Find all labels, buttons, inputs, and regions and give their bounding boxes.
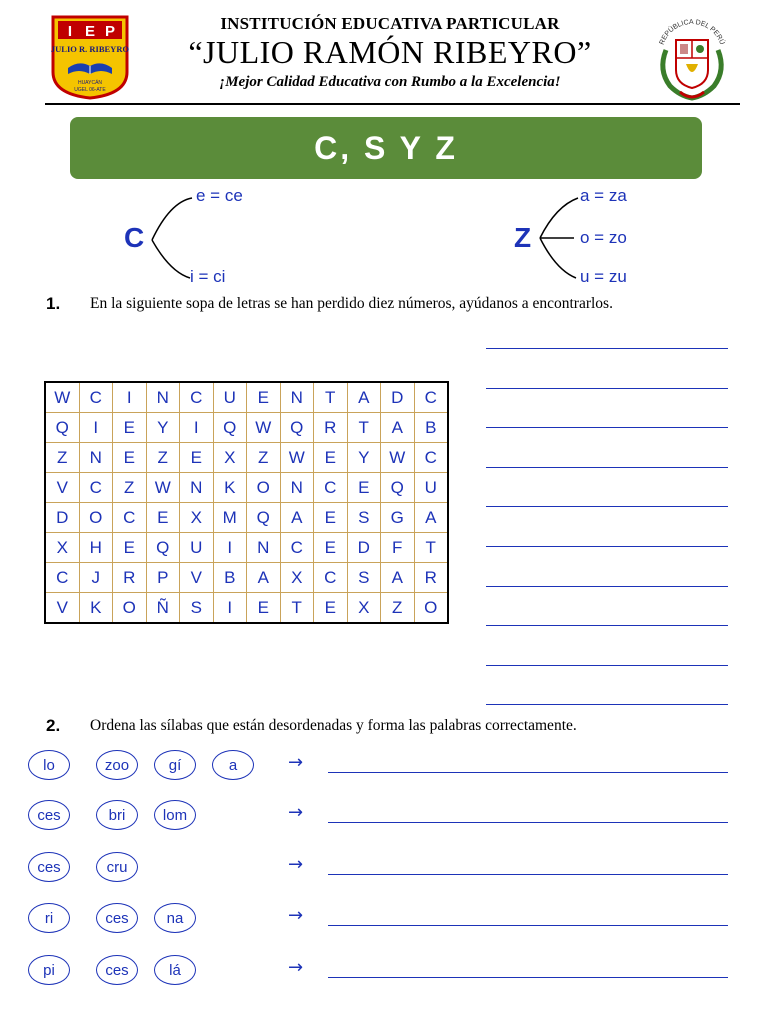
question-1-instruction: En la siguiente sopa de letras se han perdido diez números, ayúdanos a encontrarlos. <box>90 295 613 312</box>
syllable-bubble: lo <box>28 750 70 780</box>
syllable-bubble: bri <box>96 800 138 830</box>
answer-line[interactable] <box>486 427 728 428</box>
grid-row <box>45 563 448 593</box>
rule-ci: i = ci <box>190 267 226 286</box>
grid-cell: B <box>414 413 448 443</box>
grid-cell: C <box>45 563 79 593</box>
grid-cell: C <box>113 503 147 533</box>
svg-text:P: P <box>104 23 116 40</box>
grid-cell: X <box>213 443 247 473</box>
grid-cell: G <box>381 503 415 533</box>
grid-cell: W <box>45 382 79 413</box>
grid-cell: K <box>79 593 113 624</box>
grid-cell: D <box>45 503 79 533</box>
arrow-icon: → <box>288 957 304 978</box>
grid-cell: I <box>213 533 247 563</box>
svg-text:UGEL 06-ATE: UGEL 06-ATE <box>74 87 106 93</box>
grid-cell: E <box>247 593 281 624</box>
header-divider <box>45 103 740 105</box>
question-1-number: 1. <box>46 294 61 313</box>
syllable-bubble: ces <box>28 852 70 882</box>
answer-line[interactable] <box>486 704 728 705</box>
syllable-bubble: a <box>212 750 254 780</box>
grid-cell: D <box>381 382 415 413</box>
grid-cell: N <box>146 382 180 413</box>
grid-cell: C <box>79 382 113 413</box>
grid-cell: X <box>347 593 381 624</box>
answer-line[interactable] <box>486 388 728 389</box>
grid-cell: R <box>314 413 348 443</box>
grid-cell: V <box>180 563 214 593</box>
grid-cell: B <box>213 563 247 593</box>
grid-cell: Q <box>280 413 314 443</box>
grid-cell: Q <box>146 533 180 563</box>
grid-cell: E <box>314 593 348 624</box>
grid-cell: E <box>314 443 348 473</box>
grid-cell: R <box>414 563 448 593</box>
word-search-grid <box>44 381 449 624</box>
arrow-icon: → <box>288 752 304 773</box>
grid-cell: C <box>314 563 348 593</box>
title-banner <box>70 117 702 179</box>
answer-line[interactable] <box>486 506 728 507</box>
svg-text:I: I <box>67 23 73 40</box>
grid-cell: O <box>113 593 147 624</box>
grid-cell: E <box>113 533 147 563</box>
syllable-bubble: ces <box>28 800 70 830</box>
grid-cell: N <box>280 473 314 503</box>
grid-cell: T <box>414 533 448 563</box>
grid-cell: A <box>247 563 281 593</box>
syllable-bubble: ces <box>96 903 138 933</box>
grid-cell: Q <box>247 503 281 533</box>
grid-cell: I <box>213 593 247 624</box>
grid-cell: E <box>146 503 180 533</box>
grid-cell: W <box>146 473 180 503</box>
grid-cell: X <box>280 563 314 593</box>
answer-line[interactable] <box>486 546 728 547</box>
z-rule-branch-icon <box>536 190 586 290</box>
svg-text:REPÚBLICA DEL PERÚ: REPÚBLICA DEL PERÚ <box>658 18 726 46</box>
grid-cell: I <box>79 413 113 443</box>
grid-cell: A <box>381 413 415 443</box>
grid-cell: A <box>414 503 448 533</box>
grid-cell: A <box>381 563 415 593</box>
grid-cell: W <box>247 413 281 443</box>
grid-cell: Ñ <box>146 593 180 624</box>
grid-cell: Z <box>247 443 281 473</box>
grid-cell: K <box>213 473 247 503</box>
grid-cell: H <box>79 533 113 563</box>
grid-cell: Z <box>113 473 147 503</box>
grid-cell: A <box>280 503 314 533</box>
grid-cell: S <box>347 563 381 593</box>
grid-cell: Q <box>45 413 79 443</box>
svg-text:HUAYCÁN: HUAYCÁN <box>77 80 103 86</box>
grid-row <box>45 473 448 503</box>
grid-cell: C <box>414 443 448 473</box>
grid-cell: Z <box>45 443 79 473</box>
question-2-number: 2. <box>46 716 61 735</box>
grid-cell: Q <box>213 413 247 443</box>
syllable-bubble: ces <box>96 955 138 985</box>
grid-cell: Y <box>347 443 381 473</box>
grid-cell: E <box>113 413 147 443</box>
school-logo <box>50 14 130 100</box>
grid-cell: W <box>280 443 314 473</box>
grid-cell: J <box>79 563 113 593</box>
grid-cell: E <box>314 533 348 563</box>
grid-cell: U <box>180 533 214 563</box>
grid-cell: X <box>45 533 79 563</box>
word-answer-line[interactable] <box>328 772 728 773</box>
grid-row <box>45 382 448 413</box>
grid-cell: S <box>347 503 381 533</box>
grid-row <box>45 593 448 624</box>
rule-letter-z: Z <box>514 222 532 253</box>
grid-row <box>45 503 448 533</box>
grid-cell: T <box>314 382 348 413</box>
answer-line[interactable] <box>486 665 728 666</box>
grid-cell: R <box>113 563 147 593</box>
grid-cell: C <box>314 473 348 503</box>
grid-cell: C <box>79 473 113 503</box>
grid-cell: C <box>280 533 314 563</box>
grid-cell: D <box>347 533 381 563</box>
answer-line[interactable] <box>486 467 728 468</box>
svg-text:JULIO R. RIBEYRO: JULIO R. RIBEYRO <box>50 44 130 54</box>
svg-text:E: E <box>84 23 96 40</box>
worksheet-title: C, S Y Z <box>314 129 458 166</box>
grid-cell: O <box>247 473 281 503</box>
grid-cell: E <box>347 473 381 503</box>
word-answer-line[interactable] <box>328 925 728 926</box>
grid-cell: E <box>113 443 147 473</box>
institution-type: INSTITUCIÓN EDUCATIVA PARTICULAR <box>220 14 560 33</box>
grid-cell: Q <box>381 473 415 503</box>
grid-cell: E <box>247 382 281 413</box>
arrow-icon: → <box>288 905 304 926</box>
peru-coat-of-arms-icon <box>652 10 732 102</box>
syllable-bubble: cru <box>96 852 138 882</box>
school-motto: ¡Mejor Calidad Educativa con Rumbo a la Excelencia! <box>219 74 561 90</box>
grid-cell: A <box>347 382 381 413</box>
answer-line[interactable] <box>486 586 728 587</box>
syllable-bubble: pi <box>28 955 70 985</box>
grid-cell: Y <box>146 413 180 443</box>
grid-cell: S <box>180 593 214 624</box>
grid-cell: U <box>213 382 247 413</box>
grid-cell: N <box>247 533 281 563</box>
arrow-icon: → <box>288 854 304 875</box>
rule-ce: e = ce <box>196 186 243 205</box>
grid-cell: P <box>146 563 180 593</box>
answer-line[interactable] <box>486 348 728 349</box>
rule-zo: o = zo <box>580 228 627 247</box>
syllable-bubble: zoo <box>96 750 138 780</box>
grid-cell: U <box>414 473 448 503</box>
grid-cell: Z <box>146 443 180 473</box>
syllable-bubble: ri <box>28 903 70 933</box>
grid-row <box>45 443 448 473</box>
arrow-icon: → <box>288 802 304 823</box>
rule-za: a = za <box>580 186 627 205</box>
grid-cell: I <box>113 382 147 413</box>
grid-cell: W <box>381 443 415 473</box>
grid-cell: C <box>180 382 214 413</box>
grid-cell: C <box>414 382 448 413</box>
syllable-bubble: lom <box>154 800 196 830</box>
grid-cell: N <box>79 443 113 473</box>
grid-cell: E <box>180 443 214 473</box>
syllable-bubble: gí <box>154 750 196 780</box>
grid-row <box>45 533 448 563</box>
grid-cell: T <box>347 413 381 443</box>
syllable-bubble: lá <box>154 955 196 985</box>
word-answer-line[interactable] <box>328 822 728 823</box>
grid-cell: Z <box>381 593 415 624</box>
word-answer-line[interactable] <box>328 874 728 875</box>
grid-cell: F <box>381 533 415 563</box>
grid-cell: T <box>280 593 314 624</box>
rule-zu: u = zu <box>580 267 627 286</box>
grid-cell: N <box>180 473 214 503</box>
grid-cell: N <box>280 382 314 413</box>
grid-cell: O <box>414 593 448 624</box>
school-name: “JULIO RAMÓN RIBEYRO” <box>188 34 592 70</box>
grid-cell: M <box>213 503 247 533</box>
grid-cell: E <box>314 503 348 533</box>
grid-cell: V <box>45 593 79 624</box>
grid-cell: V <box>45 473 79 503</box>
word-answer-line[interactable] <box>328 977 728 978</box>
question-2-instruction: Ordena las sílabas que están desordenadas y forma las palabras correctamente. <box>90 717 577 734</box>
grid-cell: I <box>180 413 214 443</box>
syllable-bubble: na <box>154 903 196 933</box>
grid-row <box>45 413 448 443</box>
grid-cell: O <box>79 503 113 533</box>
rule-letter-c: C <box>124 222 145 253</box>
grid-cell: X <box>180 503 214 533</box>
answer-line[interactable] <box>486 625 728 626</box>
